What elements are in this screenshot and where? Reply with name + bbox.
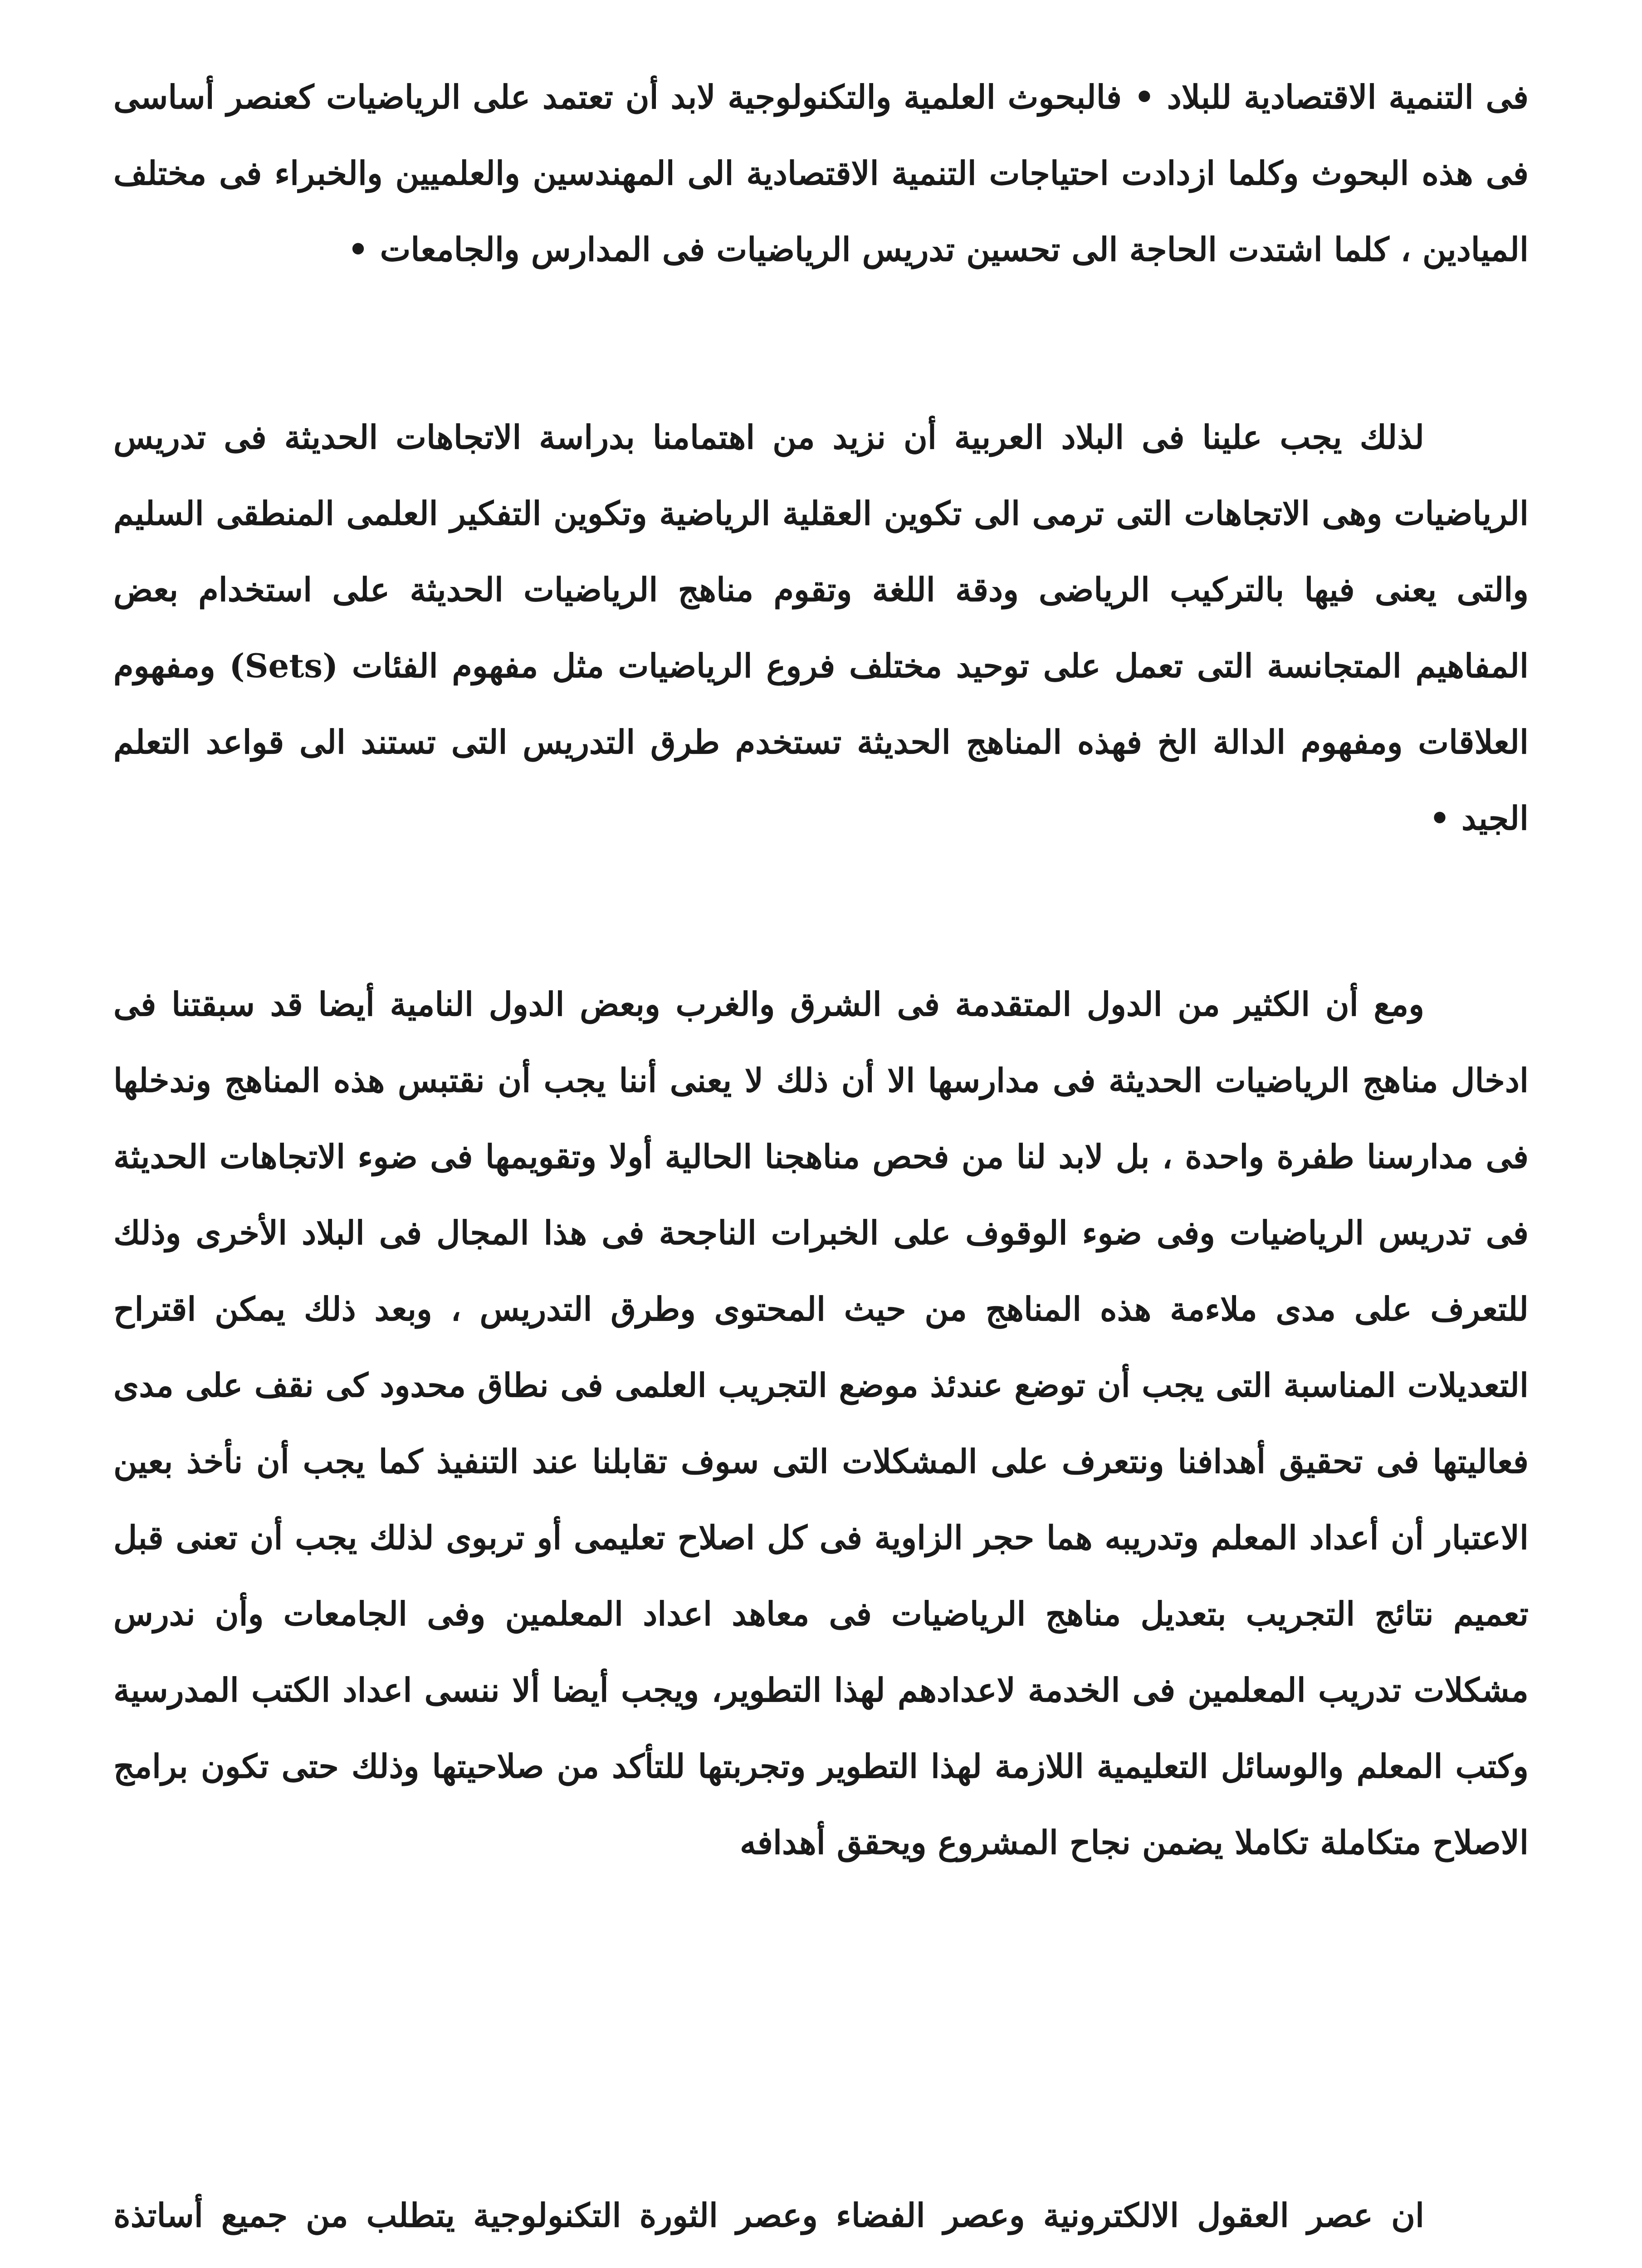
- paragraph-economic-development: [113, 59, 1529, 288]
- paragraph-text: لذلك يجب علينا فى البلاد العربية أن نزيد من اهتمامنا بدراسة الاتجاهات الحديثة فى تدريس الرياضيات وهى الاتجاهات التى ترمى الى تكوين العقلية الرياضية وتكوين التفكير العلمى المنطقى السليم والتى يعنى فيها بالتركيب الرياضى ودقة اللغة وتقوم مناهج الرياضيات الحديثة على استخدام بعض المفاهيم المتجانسة التى تعمل على توحيد مختلف فروع الرياضيات مثل مفهوم الفئات (Sets) ومفهوم العلاقات ومفهوم الدالة الخ فهذه المناهج الحديثة تستخدم طرق التدريس التى تستند الى قواعد التعلم الجيد •: [113, 418, 1529, 837]
- paragraph-modern-trends: [113, 399, 1529, 856]
- paragraph-text: فى التنمية الاقتصادية للبلاد • فالبحوث العلمية والتكنولوجية لابد أن تعتمد على الرياضيات كعنصر أساسى فى هذه البحوث وكلما ازدادت احتياجات التنمية الاقتصادية الى المهندسين والعلميين والخبراء فى مختلف الميادين ، كلما اشتدت الحاجة الى تحسين تدريس الرياضيات فى المدارس والجامعات •: [113, 78, 1529, 269]
- paragraph-electronic-age: [113, 2177, 1529, 2268]
- paragraph-text: ان عصر العقول الالكترونية وعصر الفضاء وعصر الثورة التكنولوجية يتطلب من جميع أساتذة: [113, 2196, 1424, 2234]
- paragraph-text: ومع أن الكثير من الدول المتقدمة فى الشرق والغرب وبعض الدول النامية أيضا قد سبقتنا فى ادخال مناهج الرياضيات الحديثة فى مدارسها الا أن ذلك لا يعنى أننا يجب أن نقتبس هذه المناهج وندخلها فى مدارسنا طفرة واحدة ، بل لابد لنا من فحص مناهجنا الحالية أولا وتقويمها فى ضوء الاتجاهات الحديثة فى تدريس الرياضيات وفى ضوء الوقوف على الخبرات الناجحة فى هذا المجال فى البلاد الأخرى وذلك للتعرف على مدى ملاءمة هذه المناهج من حيث المحتوى وطرق التدريس ، وبعد ذلك يمكن اقتراح التعديلات المناسبة التى يجب أن توضع عندئذ موضع التجريب العلمى فى نطاق محدود كى نقف على مدى فعاليتها فى تحقيق أهدافنا ونتعرف على المشكلات التى سوف تقابلنا عند التنفيذ كما يجب أن نأخذ بعين الاعتبار أن أعداد المعلم وتدريبه هما حجر الزاوية فى كل اصلاح تعليمى أو تربوى لذلك يجب أن تعنى قبل تعميم نتائج التجريب بتعديل مناهج الرياضيات فى معاهد اعداد المعلمين وفى الجامعات وأن ندرس مشكلات تدريب المعلمين فى الخدمة لاعدادهم لهذا التطوير، ويجب أيضا ألا ننسى اعداد الكتب المدرسية وكتب المعلم والوسائل التعليمية اللازمة لهذا التطوير وتجربتها للتأكد من صلاحيتها وذلك حتى تكون برامج الاصلاح متكاملة تكاملا يضمن نجاح المشروع ويحقق أهدافه: [113, 985, 1529, 1862]
- paragraph-curriculum-reform: [113, 966, 1529, 1881]
